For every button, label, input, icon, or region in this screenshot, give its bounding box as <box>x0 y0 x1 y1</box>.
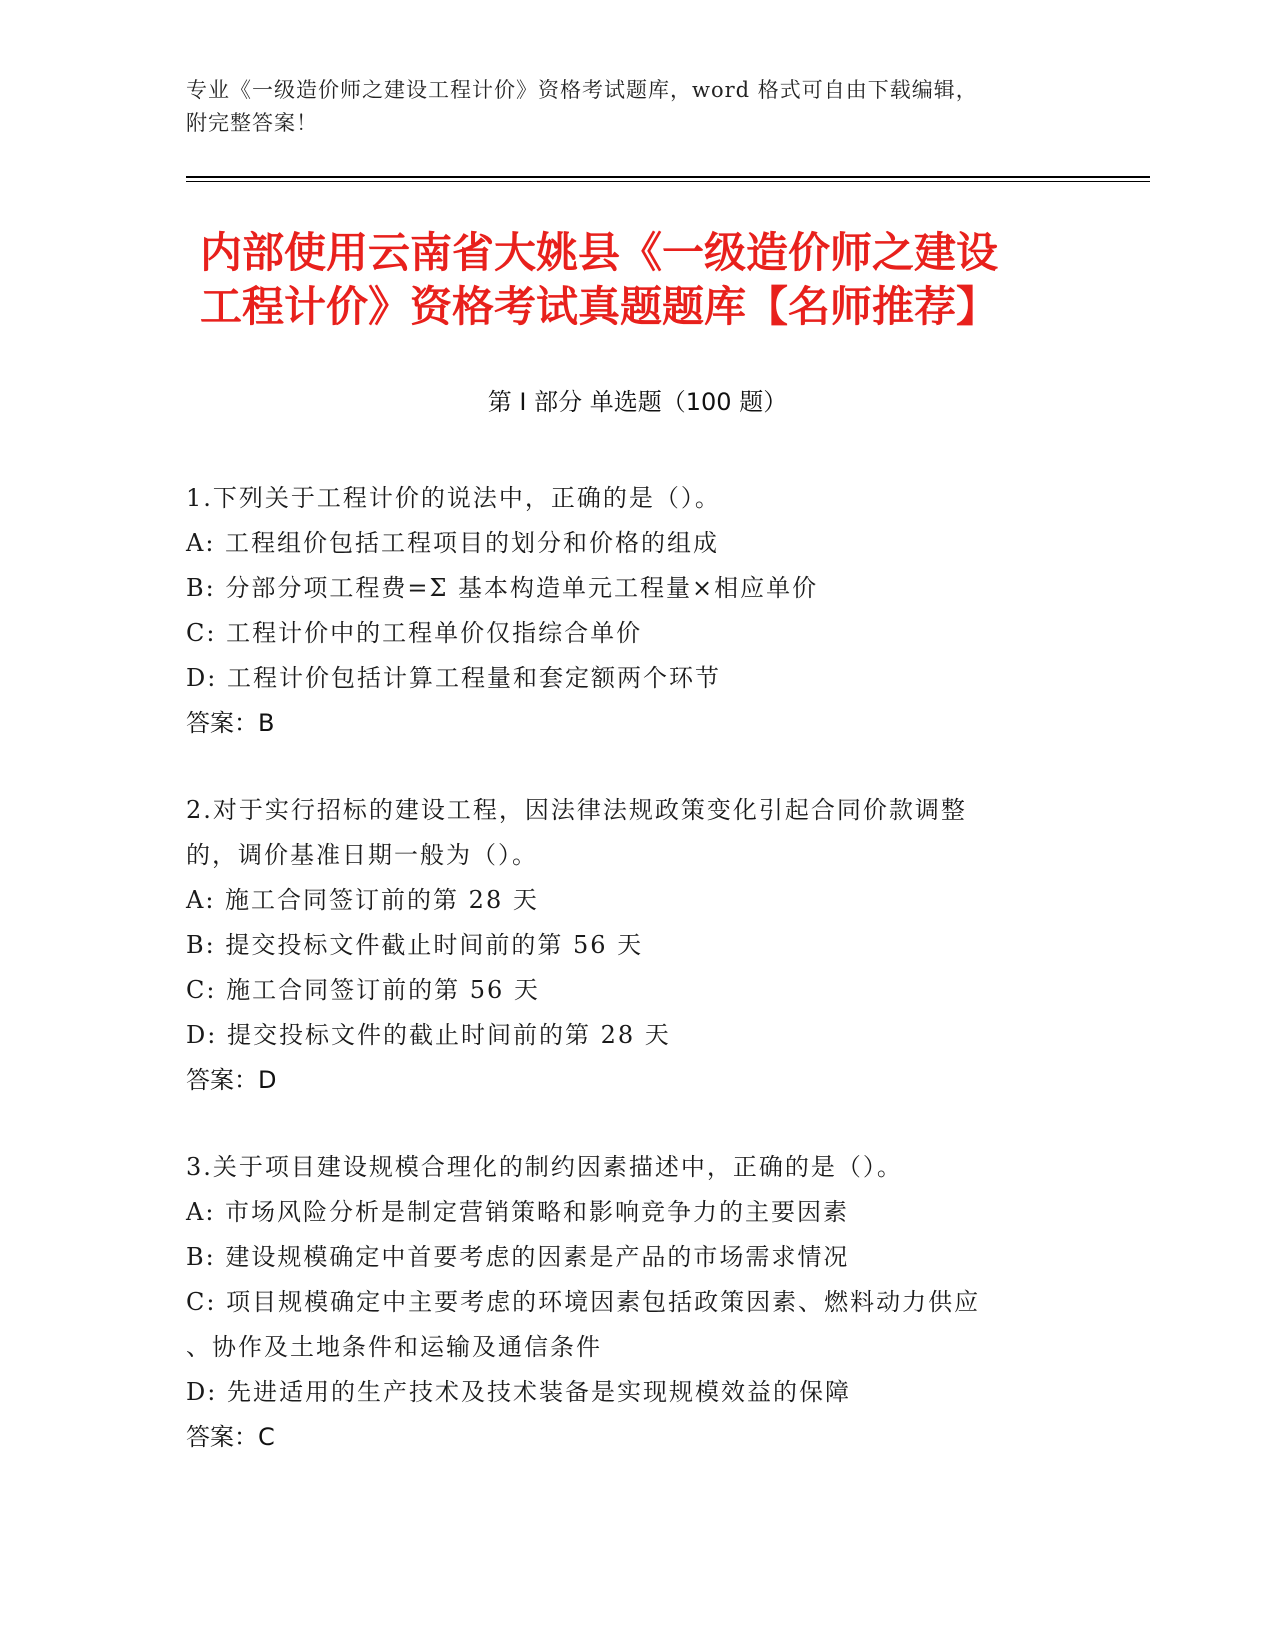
option-c-continued: 、协作及土地条件和运输及通信条件 <box>186 1333 602 1361</box>
answer-label: 答案：B <box>186 709 275 737</box>
option-b: B: 建设规模确定中首要考虑的因素是产品的市场需求情况 <box>186 1243 850 1271</box>
option-a: A: 工程组价包括工程项目的划分和价格的组成 <box>186 529 720 557</box>
header-divider-thick <box>186 176 1150 178</box>
option-c: C: 工程计价中的工程单价仅指综合单价 <box>186 619 643 647</box>
question-stem: 2.对于实行招标的建设工程，因法律法规政策变化引起合同价款调整 <box>186 796 967 824</box>
answer-label: 答案：D <box>186 1066 277 1094</box>
option-a: A: 市场风险分析是制定营销策略和影响竞争力的主要因素 <box>186 1198 850 1226</box>
option-b: B: 提交投标文件截止时间前的第 56 天 <box>186 931 644 959</box>
option-c: C: 施工合同签订前的第 56 天 <box>186 976 540 1004</box>
answer-label: 答案：C <box>186 1423 275 1451</box>
option-c: C: 项目规模确定中主要考虑的环境因素包括政策因素、燃料动力供应 <box>186 1288 981 1316</box>
question-1 <box>186 476 1086 746</box>
header-note <box>186 74 1086 140</box>
header-divider-thin <box>186 181 1150 182</box>
option-b: B: 分部分项工程费=Σ 基本构造单元工程量×相应单价 <box>186 574 819 602</box>
document-title <box>200 226 1100 334</box>
question-3 <box>186 1145 1086 1460</box>
question-stem: 1.下列关于工程计价的说法中，正确的是（）。 <box>186 484 721 512</box>
option-d: D: 工程计价包括计算工程量和套定额两个环节 <box>186 664 721 692</box>
header-note-line-2: 附完整答案！ <box>186 111 318 135</box>
question-stem-continued: 的，调价基准日期一般为（）。 <box>186 841 538 869</box>
header-note-line-1: 专业《一级造价师之建设工程计价》资格考试题库，word 格式可自由下载编辑， <box>186 78 978 102</box>
question-2 <box>186 788 1086 1103</box>
section-heading: 第 I 部分 单选题（100 题） <box>487 388 788 416</box>
option-d: D: 提交投标文件的截止时间前的第 28 天 <box>186 1021 671 1049</box>
option-d: D: 先进适用的生产技术及技术装备是实现规模效益的保障 <box>186 1378 851 1406</box>
option-a: A: 施工合同签订前的第 28 天 <box>186 886 539 914</box>
question-stem: 3.关于项目建设规模合理化的制约因素描述中，正确的是（）。 <box>186 1153 903 1181</box>
document-title-line-1: 内部使用云南省大姚县《一级造价师之建设 <box>200 228 999 277</box>
question-list <box>186 476 1086 1502</box>
document-title-line-2: 工程计价》资格考试真题题库【名师推荐】 <box>200 282 999 331</box>
